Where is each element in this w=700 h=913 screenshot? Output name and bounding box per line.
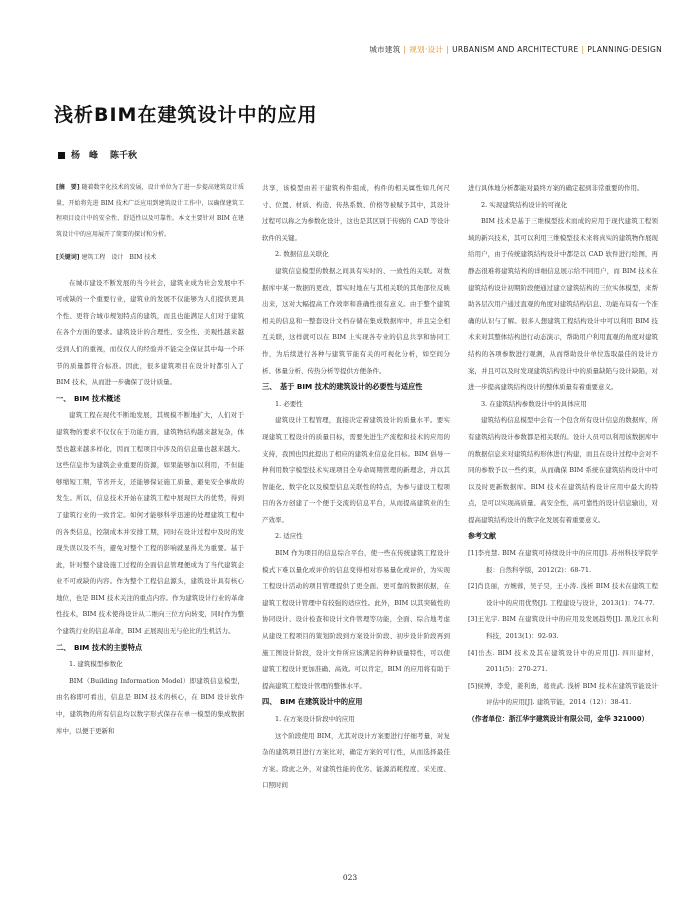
reference-item: [2]肖良丽，方婉蓉，吴子昊，王小涛. 浅析 BIM 技术在建筑工程设计中的应用优势[J]. 工程建设与设计，2013(1)：74-77.: [468, 582, 658, 607]
section-heading: 四、 BIM 在建筑设计中的应用: [262, 697, 363, 707]
reference-item: [4]岳杰. BIM 技术及其在建筑设计中的应用[J]. 四川建材，2011(5)：270-271.: [468, 648, 658, 674]
square-bullet-icon: [58, 152, 65, 159]
author-affiliation: （作者单位：浙江华宇建筑设计有限公司，金华 321000）: [468, 715, 649, 723]
section-name: 规划·设计: [409, 45, 444, 54]
body-paragraph: 建筑设计工程管理，直接决定着建筑设计的质量水平。要实现建筑工程设计的质量目标，需要先进生产流程和技术的应用的支持，我国也因此提出了相应的建筑业信息化目标。BIM 倡导一种利用数字模型技术实现项目全寿命周期管理的新理念，并以其智能化、数字化以及模型信息关联性的特点，为参与建设工程项目的各方创建了一个便于交流的信息平台，从而提高建筑业的生产效率。: [262, 416, 450, 524]
subsection-heading: 2. 适应性: [275, 532, 303, 541]
references-heading: 参考文献: [468, 532, 496, 541]
keywords: [56, 250, 244, 267]
journal-header: [369, 44, 662, 55]
journal-name-en: URBANISM AND ARCHITECTURE: [452, 45, 579, 54]
body-paragraph: 这个阶段使用 BIM，尤其对设计方案要进行仔细考量，对复杂的建筑项目进行方案比对，确定方案的可行性，从而选择最佳方案。除此之外，对建筑性能的优劣、能源消耗程度、采光度、口照时间: [262, 731, 450, 790]
section-heading: 三、 基于 BIM 技术的建筑设计的必要性与适应性: [262, 382, 423, 392]
column-2: [262, 180, 450, 794]
keywords-tag: [关键词]: [56, 254, 80, 261]
author-1: 杨 峰: [71, 151, 99, 161]
subsection-heading: 2. 数据信息关联化: [275, 250, 329, 259]
header-separator: |: [446, 45, 450, 54]
body-paragraph: 建筑工程在现代不断地发展，其规模不断地扩大，人们对于建筑物的要求不仅仅在于功能方面，建筑物结构越来越复杂，体型也越来越多样化，因而工程项目中涉及的信息量也越来越大。这些信息作为建筑企业重要的资源，如果能够加以利用，不但能够缩短工期，节省开支，还能够保证施工质量、避免安全事故的发生。所以，信息技术开始在建筑工程中展现巨大的优势，得到了建筑行业的一致肯定。如何才能够科学迅速的处理建筑工程中的各类信息，控制成本并安排工期，同时在设计过程中及时的发现失误以及不当，避免对整个工程的影响就显得尤为重要。基于此，针对整个建设施工过程的全面信息管理便成为了当代建筑企业不可或缺的内容。作为整个工程信息源头，建筑设计具有核心地位，也是 BIM 技术关注的重点内容。作为建筑设计行业的革命性技术，BIM 技术使得设计从二维向三位方向转变，同时作为整个建筑行业的信息革命，BIM 正展现出无与伦比的生机活力。: [56, 411, 244, 636]
author-2: 陈千秋: [110, 151, 138, 161]
subsection-heading: 3. 在建筑结构参数设计中的具体应用: [481, 399, 587, 408]
body-paragraph: 建筑信息模型的数据之间具有实时的、一致性的关联。对数据库中某一数据的更改，都实时地在与其相关联的其他部位反映出来，这对大幅提高工作效率和准确性很有意义。由于整个建筑相关的信息和一整套设计文档存储在集成数据库中，并且完全相互关联，这样就可以在 BIM 上实现各专业的信息共享和协同工作，为后续进行各种与建筑节能有关的可视化分析，如空间分析、体量分析、传热分析等提供方便条件。: [262, 266, 450, 375]
body-paragraph: BIM（Building Information Model）即建筑信息模型，由名称即可看出，信息是 BIM 技术的核心，在 BIM 设计软件中，建筑物的所有信息均以数字形式保存在单一模型的集成数据库中，以便于更新和: [56, 676, 244, 735]
reference-item: [3]王光宇. BIM 在建筑设计中的应用及发展趋势[J]. 黑龙江水利科技，2013(1)：92-93.: [468, 615, 658, 641]
keywords-text: 建筑工程 设计 BIM 技术: [81, 254, 157, 261]
header-separator: |: [581, 45, 585, 54]
section-heading: 一、 BIM 技术概述: [56, 393, 121, 403]
reference-item: [1]李亮慧. BIM 在建筑可持续设计中的应用[J]. 苏州科技学院学报：自然科学版，2012(2)：68-71.: [468, 549, 658, 574]
abstract-tag: [摘 要]: [56, 184, 80, 191]
reference-item: [5]侯博，李爱，姜利勇，葛贵武. 浅析 BIM 技术在建筑节能设计评估中的应用[J]. 建筑节能，2014（12）：38-41.: [468, 681, 658, 707]
author-line: [58, 148, 137, 161]
abstract-text: 随着数字化技术的发展，设计单位为了进一步提高建筑设计质量，开始将先进 BIM 技术广泛应用到建筑设计工作中，以确保建筑工程项目设计中的安全性、舒适性以及可靠性。本文主要针对 BIM 在建筑设计中的应用展开了简要的探讨和分析。: [56, 184, 244, 238]
column-3: [468, 180, 658, 727]
abstract: [56, 180, 244, 242]
header-separator: |: [403, 45, 407, 54]
page-number: 023: [342, 873, 358, 882]
body-paragraph: BIM 技术是基于三维模型技术而成的应用于现代建筑工程领域的新兴技术，其可以利用三维模型技术来将真实的建筑物作展现给用户，由于传统建筑结构设计中都是以 CAD 软件进行绘图，再静态很难将建筑结构的详细信息展示给不同用户，而 BIM 技术在建筑结构设计初期阶段便通过建立建筑结构的三位实体模型，来帮助各层次用户通过直观的角度对建筑结构信息、功能布局有一个准确的认识与了解。很多人想建筑工程结构设计中可以利用 BIM 技术来对其整体结构进行动态演示，帮助用户利用直观的角度对建筑结构的各项参数进行观测，从而帮助设计单位选取最佳的设计方案，并且可以及时发现建筑结构设计中的质量缺陷与设计缺陷，对进一步提高建筑结构设计的整体质量有着重要意义。: [468, 217, 658, 392]
subsection-heading: 1. 在方案设计阶段中的应用: [275, 715, 355, 723]
body-paragraph: 进行具体地分析都能对最终方案的确定起到非常重要的作用。: [468, 184, 644, 192]
body-paragraph: 共享，该模型由若干建筑构件组成，构件的相关属性如几何尺寸、位置、材质、构造、传热系数、价格等被赋予其中，其设计过程可以称之为参数化设计，这也是其区别于传统的 CAD 等设计软件的关键。: [262, 184, 451, 242]
intro-paragraph: 在城市建设不断发展的当今社会，建筑业成为社会发展中不可或缺的一个重要行业，建筑业的发展不仅能够为人们提供更具个性、更符合城市规划特点的建筑，而且也能满足人们对于建筑在各个方面的要求。建筑设计的合理性、安全性、美观性越来越受到人们的重视，而仅仅人的经验并不能完全保证其中每一个环节的质量都符合标准。因此，很多建筑项目在设计时都引入了 BIM 技术，从而进一步确保了设计质量。: [56, 278, 244, 387]
article-title: 浅析BIM在建筑设计中的应用: [54, 104, 318, 126]
subsection-heading: 2. 实现建筑结构设计的可视化: [481, 200, 568, 209]
column-1: [56, 180, 244, 739]
section-name-en: PLANNING·DESIGN: [587, 45, 662, 54]
subsection-heading: 1. 必要性: [275, 399, 303, 408]
body-paragraph: 建筑结构信息模型中会有一个包含所有设计信息的数据库，所有建筑结构设计参数都是相关联的。设计人员可以利用该数据库中的数据信息来对建筑结构形体进行构建，而且在设计过程中会对不同的参数予以一些约束，从而确保 BIM 系统在建筑结构设计中可以及时更新数据库。BIM 技术在建筑结构设计应用中最大的特点，是可以实现高质量、高安全性、高可靠性的设计信息输出，对提高建筑结构设计的数字化发展有着重要意义。: [468, 416, 658, 524]
journal-name: 城市建筑: [369, 45, 401, 54]
section-heading: 二、 BIM 技术的主要特点: [56, 642, 143, 652]
body-paragraph: BIM 作为项目的信息综合平台，使一些在传统建筑工程设计模式下难以量化或评价的信息变得相对容易量化或评价，为实现工程设计活动的项目管理提供了更全面、更可靠的数据依据，在建筑工程设计管理中有较强的适应性。此外，BIM 以其突破性的协同设计、设计检查和设计文件管理等功能，全面、综合地考虑从建设工程项目的策划阶段到方案设计阶段、初步设计阶段再到施工图设计阶段，设计文件所应该满足的种种质量特性，可以使建筑工程设计更加准确、高效。可以肯定，BIM 的应用将有助于提高建筑工程设计管理的整体水平。: [262, 549, 450, 690]
subsection-heading: 1. 建筑模型参数化: [69, 660, 123, 669]
